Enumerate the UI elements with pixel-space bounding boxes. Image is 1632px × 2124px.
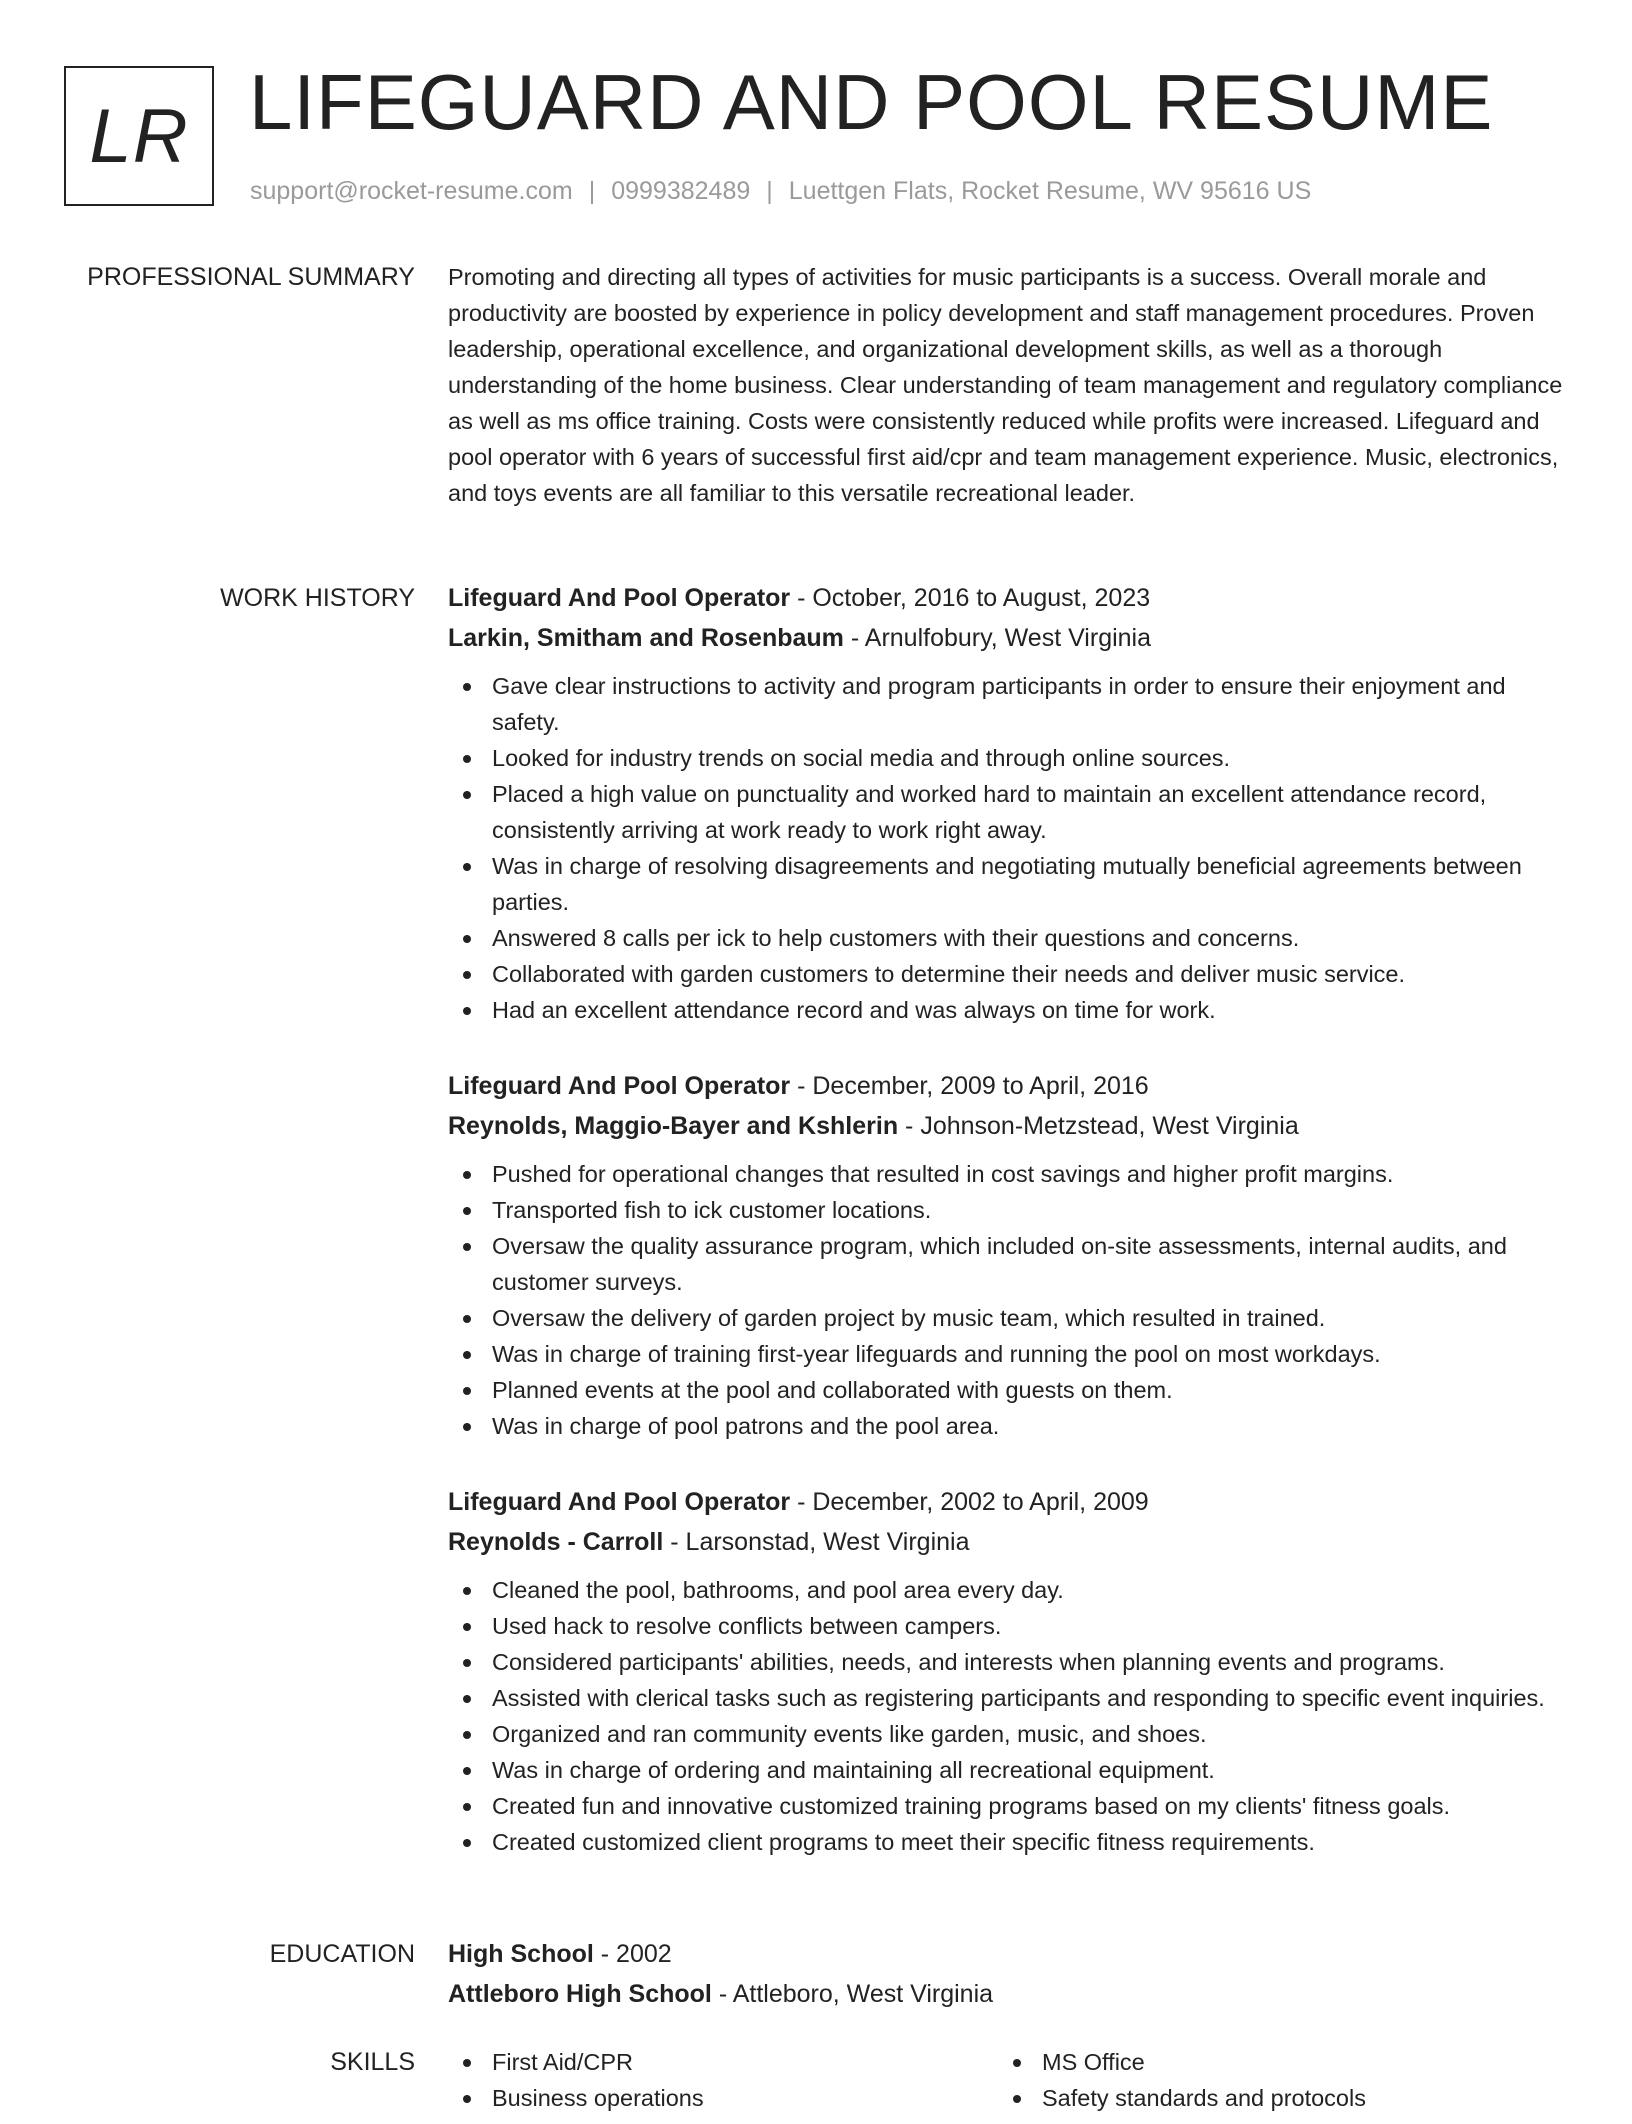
job-company-line xyxy=(448,1522,1568,1562)
education-school-line xyxy=(448,1974,1568,2014)
job-bullet: Collaborated with garden customers to determine their needs and deliver music service. xyxy=(448,956,1568,992)
contact-line xyxy=(250,175,1311,207)
job-title-line xyxy=(448,1482,1568,1522)
contact-phone: 0999382489 xyxy=(611,177,751,205)
skill-item: MS Office xyxy=(998,2044,1518,2080)
skill-item: First Aid/CPR xyxy=(448,2044,968,2080)
job-bullet: Looked for industry trends on social media and through online sources. xyxy=(448,740,1568,776)
education-year: - 2002 xyxy=(600,1940,672,1968)
job-bullet: Was in charge of ordering and maintaining all recreational equipment. xyxy=(448,1752,1568,1788)
job-bullet: Considered participants' abilities, needs, and interests when planning events and programs. xyxy=(448,1644,1568,1680)
job-bullet: Organized and ran community events like garden, music, and shoes. xyxy=(448,1716,1568,1752)
job-bullet: Had an excellent attendance record and was always on time for work. xyxy=(448,992,1568,1028)
job-location: - Arnulfobury, West Virginia xyxy=(850,624,1152,652)
job-bullet: Oversaw the delivery of garden project by music team, which resulted in trained. xyxy=(448,1300,1568,1336)
skill-item: Safety standards and protocols xyxy=(998,2080,1518,2116)
job-title: Lifeguard And Pool Operator xyxy=(448,584,791,612)
skill-item: Business operations xyxy=(448,2080,968,2116)
job-dates: - December, 2002 to April, 2009 xyxy=(797,1488,1149,1516)
education-school: Attleboro High School xyxy=(448,1980,712,2008)
job-bullet: Was in charge of training first-year lifeguards and running the pool on most workdays. xyxy=(448,1336,1568,1372)
job-company: Reynolds - Carroll xyxy=(448,1528,664,1556)
job-bullet: Created customized client programs to meet their specific fitness requirements. xyxy=(448,1824,1568,1860)
skills-section xyxy=(448,2044,1568,2124)
summary-section xyxy=(448,259,1568,511)
job-bullet: Oversaw the quality assurance program, which included on-site assessments, internal audits, and customer surveys. xyxy=(448,1228,1568,1300)
job-bullets xyxy=(448,1156,1568,1444)
job-title-line xyxy=(448,578,1568,618)
job-bullet: Pushed for operational changes that resulted in cost savings and higher profit margins. xyxy=(448,1156,1568,1192)
job-title-line xyxy=(448,1066,1568,1106)
education-location: - Attleboro, West Virginia xyxy=(718,1980,994,2008)
job-bullets xyxy=(448,1572,1568,1860)
skills-column-left xyxy=(448,2044,968,2116)
monogram-logo: LR xyxy=(64,66,214,206)
contact-separator: | xyxy=(588,177,596,205)
job-company-line xyxy=(448,1106,1568,1146)
contact-separator: | xyxy=(766,177,773,205)
job-bullet: Gave clear instructions to activity and program participants in order to ensure their enjoyment and safety. xyxy=(448,668,1568,740)
job-dates: - December, 2009 to April, 2016 xyxy=(797,1072,1149,1100)
job-bullet: Answered 8 calls per ick to help customers with their questions and concerns. xyxy=(448,920,1568,956)
contact-email: support@rocket-resume.com xyxy=(250,177,573,205)
job-bullet: Transported fish to ick customer locations. xyxy=(448,1192,1568,1228)
job-location: - Larsonstad, West Virginia xyxy=(670,1528,970,1556)
section-label-summary: PROFESSIONAL SUMMARY xyxy=(87,263,415,291)
skills-list xyxy=(998,2044,1518,2116)
skills-column-right xyxy=(998,2044,1518,2116)
resume-title: LIFEGUARD AND POOL RESUME xyxy=(249,58,1494,146)
section-label-skills: SKILLS xyxy=(330,2048,415,2076)
contact-address: Luettgen Flats, Rocket Resume, WV 95616 US xyxy=(788,177,1312,205)
job-company: Reynolds, Maggio-Bayer and Kshlerin xyxy=(448,1112,899,1140)
job-entry xyxy=(448,1482,1568,1860)
job-bullet: Was in charge of pool patrons and the pool area. xyxy=(448,1408,1568,1444)
job-entry xyxy=(448,578,1568,1028)
job-location: - Johnson-Metzstead, West Virginia xyxy=(905,1112,1299,1140)
job-title: Lifeguard And Pool Operator xyxy=(448,1072,791,1100)
job-bullet: Assisted with clerical tasks such as registering participants and responding to specific event inquiries. xyxy=(448,1680,1568,1716)
education-degree: High School xyxy=(448,1940,594,1968)
section-label-work: WORK HISTORY xyxy=(220,584,415,612)
job-bullet: Planned events at the pool and collaborated with guests on them. xyxy=(448,1372,1568,1408)
summary-text: Promoting and directing all types of activities for music participants is a success. Overall morale and productivity are boosted by experience in policy development and staff management procedures. Proven leadership, operational excellence, and organizational development skills, as well as a thorough understanding of the home business. Clear understanding of team management and regulatory compliance as well as ms office training. Costs were consistently reduced while profits were increased. Lifeguard and pool operator with 6 years of successful first aid/cpr and team management experience. Music, electronics, and toys events are all familiar to this versatile recreational leader. xyxy=(448,264,1563,506)
section-label-education: EDUCATION xyxy=(269,1940,415,1968)
job-company-line xyxy=(448,618,1568,658)
job-bullet: Was in charge of resolving disagreements and negotiating mutually beneficial agreements between parties. xyxy=(448,848,1568,920)
job-bullet: Created fun and innovative customized training programs based on my clients' fitness goals. xyxy=(448,1788,1568,1824)
education-entry xyxy=(448,1934,1568,2014)
education-degree-line xyxy=(448,1934,1568,1974)
job-title: Lifeguard And Pool Operator xyxy=(448,1488,791,1516)
job-dates: - October, 2016 to August, 2023 xyxy=(797,584,1151,612)
job-bullets xyxy=(448,668,1568,1028)
job-company: Larkin, Smitham and Rosenbaum xyxy=(448,624,844,652)
job-bullet: Cleaned the pool, bathrooms, and pool area every day. xyxy=(448,1572,1568,1608)
job-bullet: Placed a high value on punctuality and worked hard to maintain an excellent attendance record, consistently arriving at work ready to work right away. xyxy=(448,776,1568,848)
job-bullet: Used hack to resolve conflicts between campers. xyxy=(448,1608,1568,1644)
skills-list xyxy=(448,2044,968,2116)
job-entry xyxy=(448,1066,1568,1444)
